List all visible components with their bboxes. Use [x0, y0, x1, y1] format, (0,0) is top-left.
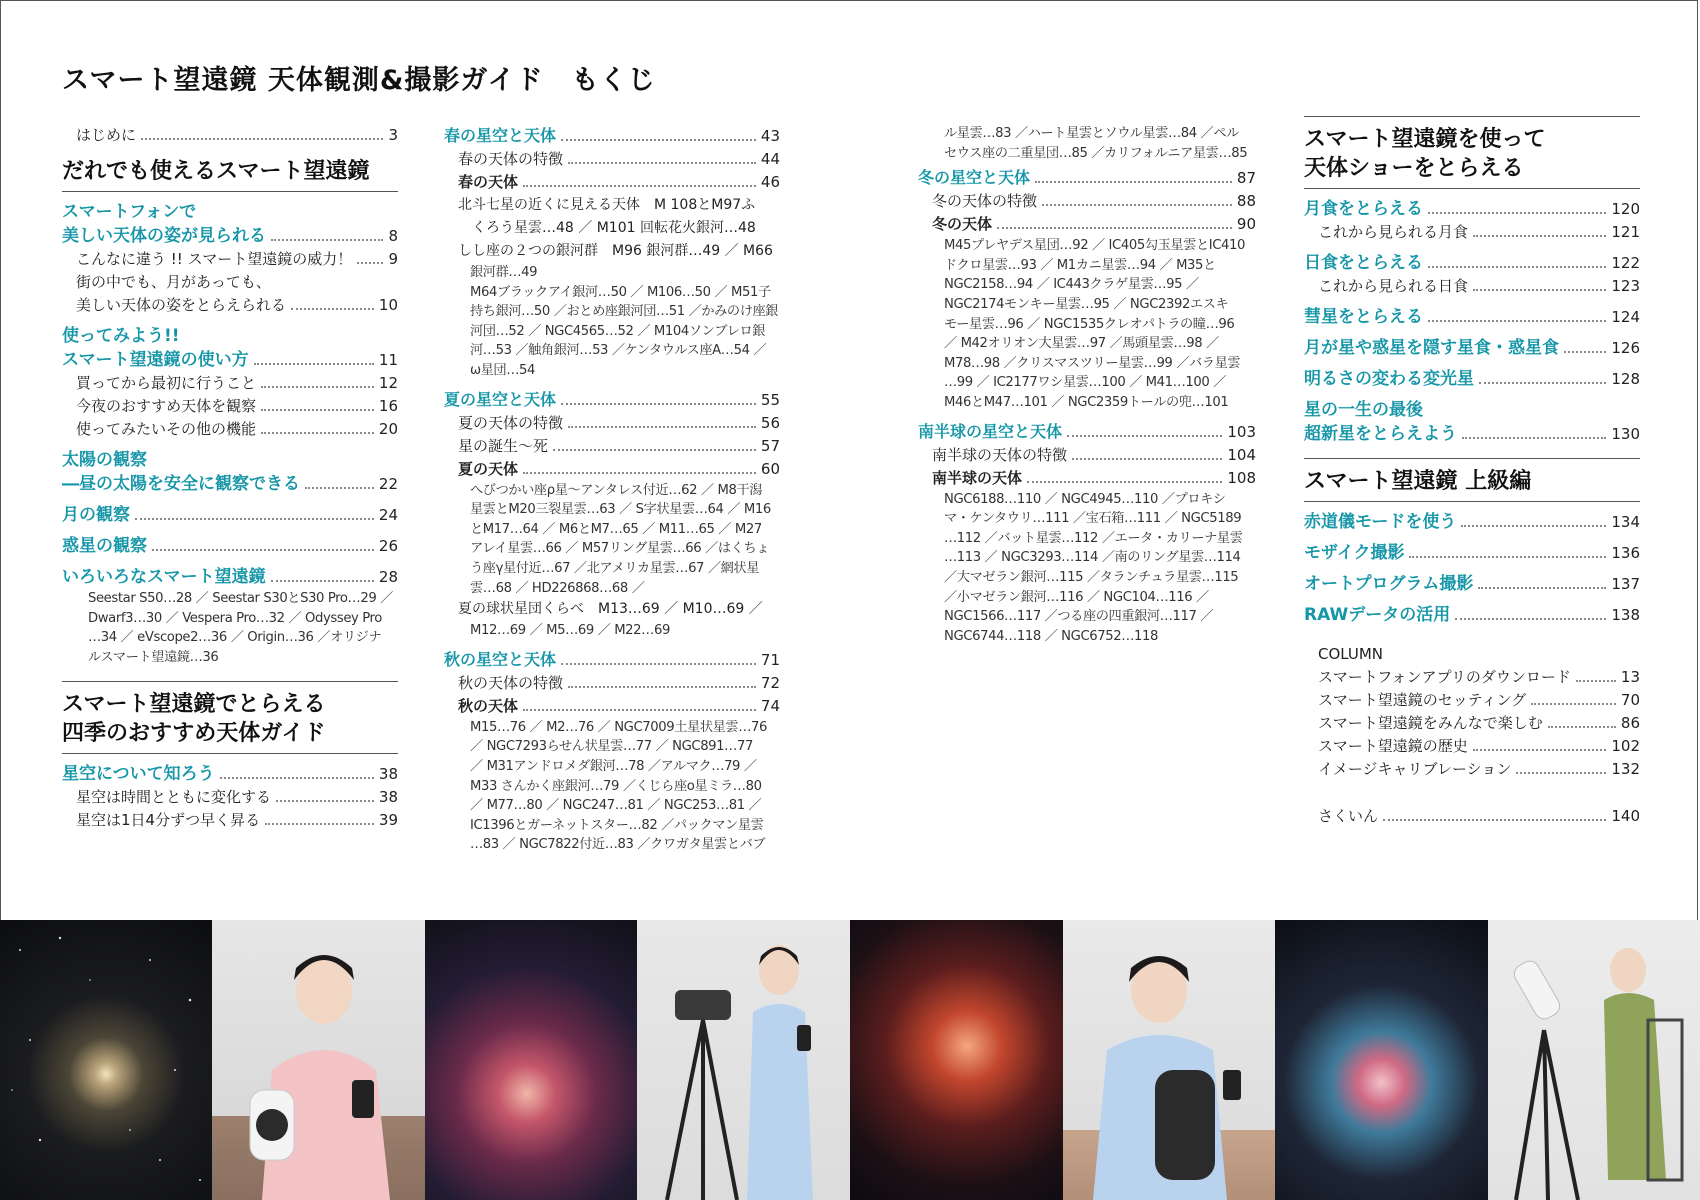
divider: [1304, 501, 1640, 502]
note-line: M15…76 ／ M2…76 ／ NGC7009土星状星雲…76: [470, 719, 767, 735]
toc-topic-lunar-eclipse[interactable]: 月食をとらえる 120: [1304, 199, 1640, 219]
photo-strip: [0, 920, 1700, 1200]
toc-topic-solar-eclipse[interactable]: 日食をとらえる 122: [1304, 253, 1640, 273]
note-line: ／ M31アンドロメダ銀河…78 ／アルマク…79 ／: [470, 758, 757, 774]
carina-nebula-image: [850, 920, 1063, 1200]
toc-topic-mosaic[interactable]: モザイク撮影 136: [1304, 543, 1640, 563]
note-line: Dwarf3…30 ／ Vespera Pro…32 ／ Odyssey Pro: [88, 610, 382, 626]
toc-column-1: [62, 124, 398, 832]
note-line: ω星団…54: [470, 362, 535, 378]
toc-topic-summer[interactable]: 夏の星空と天体 55: [444, 389, 780, 409]
toc-entry[interactable]: しし座の２つの銀河群 M96 銀河群…49 ／ M66: [458, 243, 773, 259]
section-heading-3-l2: 天体ショーをとらえる: [1304, 156, 1524, 181]
person-tripod-illustration: [637, 920, 850, 1200]
divider: [62, 681, 398, 682]
note-line: ／ M77…80 ／ NGC247…81 ／ NGC253…81 ／: [470, 798, 762, 814]
photo-woman-telescope: [1063, 920, 1275, 1200]
toc-topic-moon[interactable]: 月の観察 24: [62, 505, 398, 525]
toc-topic-smartphone-l1[interactable]: スマートフォンで: [62, 202, 197, 222]
person-telescope-illustration: [1063, 920, 1275, 1200]
toc-entry[interactable]: 今夜のおすすめ天体を観察 16: [76, 397, 398, 415]
note-line: ／ NGC7293らせん状星雲…77 ／ NGC891…77: [470, 739, 753, 755]
toc-entry[interactable]: 夏の天体の特徴 56: [458, 413, 780, 432]
note-line: う座γ星付近…67 ／北アメリカ星雲…67 ／網状星: [470, 560, 759, 576]
section-heading-4: スマート望遠鏡 上級編: [1304, 469, 1532, 494]
toc-topic-occultation[interactable]: 月が星や惑星を隠す星食・惑星食 126: [1304, 338, 1640, 358]
toc-topic-spring[interactable]: 春の星空と天体 43: [444, 126, 780, 145]
note-line: M78…98 ／クリスマスツリー星雲…99 ／バラ星雲: [944, 355, 1241, 371]
toc-entry[interactable]: 夏の球状星団くらべ M13…69 ／ M10…69 ／: [458, 601, 763, 618]
toc-entry[interactable]: 星空は1日4分ずつ早く昇る 39: [76, 811, 398, 830]
note-line: M64ブラックアイ銀河…50 ／ M106…50 ／ M51子: [470, 284, 771, 300]
toc-entry[interactable]: 春の天体の特徴 44: [458, 150, 780, 168]
toc-entry[interactable]: 北斗七星の近くに見える天体 M 108とM97ふ: [458, 197, 756, 213]
toc-entry[interactable]: 南半球の天体の特徴 104: [932, 445, 1256, 464]
toc-entry[interactable]: スマート望遠鏡のセッティング 70: [1318, 691, 1640, 709]
toc-topic-comet[interactable]: 彗星をとらえる 124: [1304, 307, 1640, 327]
toc-topic-howto[interactable]: スマート望遠鏡の使い方 11: [62, 350, 398, 370]
note-line: …112 ／バット星雲…112 ／エータ・カリーナ星雲: [944, 530, 1243, 546]
toc-entry[interactable]: イメージキャリブレーション 132: [1318, 760, 1640, 778]
note-line: IC1396とガーネットスター…82 ／パックマン星雲: [470, 817, 764, 833]
toc-entry-l1[interactable]: 街の中でも、月があっても、: [76, 273, 271, 291]
toc-entry[interactable]: 南半球の天体 108: [932, 468, 1256, 487]
divider: [1304, 188, 1640, 189]
toc-topic-winter[interactable]: 冬の星空と天体 87: [918, 168, 1256, 188]
toc-entry-cont: くろう星雲…48 ／ M101 回転花火銀河…48: [472, 220, 756, 236]
note-line: モー星雲…96 ／ NGC1535クレオパトラの瞳…96: [944, 316, 1235, 332]
note-line: …113 ／ NGC3293…114 ／南のリング星雲…114: [944, 550, 1241, 566]
divider: [1304, 116, 1640, 117]
note-line: Seestar S50…28 ／ Seestar S30とS30 Pro…29 ／: [88, 591, 393, 606]
toc-topic-planets[interactable]: 惑星の観察 26: [62, 536, 398, 556]
note-line: NGC2174モンキー星雲…95 ／ NGC2392エスキ: [944, 296, 1229, 312]
toc-entry[interactable]: 春の天体 46: [458, 173, 780, 191]
toc-topic-telescopes[interactable]: いろいろなスマート望遠鏡 28: [62, 567, 398, 587]
toc-column-4: [1304, 116, 1640, 828]
note-line: アレイ星雲…66 ／ M57リング星雲…66 ／はくちょ: [470, 541, 770, 557]
toc-entry[interactable]: 買ってから最初に行うこと 12: [76, 374, 398, 392]
toc-topic-howto-l1[interactable]: 使ってみよう!!: [62, 326, 180, 346]
section-heading-3-l1: スマート望遠鏡を使って: [1304, 127, 1546, 152]
toc-topic-autoprogram[interactable]: オートプログラム撮影 137: [1304, 574, 1640, 594]
toc-entry[interactable]: スマート望遠鏡の歴史 102: [1318, 737, 1640, 755]
section-heading-2-l1: スマート望遠鏡でとらえる: [62, 692, 326, 718]
note-line: ／ M42オリオン大星雲…97 ／馬頭星雲…98 ／: [944, 336, 1219, 352]
toc-entry-index[interactable]: さくいん 140: [1318, 807, 1640, 825]
globular-cluster-image: [0, 920, 212, 1200]
person-illustration: [212, 920, 425, 1200]
page-title: スマート望遠鏡 天体観測&撮影ガイド もくじ: [62, 65, 656, 96]
toc-column-2: [444, 124, 780, 855]
divider: [1304, 458, 1640, 459]
note-line: …83 ／ NGC7822付近…83 ／クワガタ星雲とバブ: [470, 837, 766, 853]
note-line: NGC6744…118 ／ NGC6752…118: [944, 628, 1158, 644]
toc-topic-southern[interactable]: 南半球の星空と天体 103: [918, 421, 1256, 441]
note-line: へびつかい座ρ星～アンタレス付近…62 ／ M8干潟: [470, 482, 763, 498]
note-line: …99 ／ IC2177ワシ星雲…100 ／ M41…100 ／: [944, 375, 1226, 391]
toc-entry-intro[interactable]: はじめに 3: [76, 126, 398, 144]
toc-entry[interactable]: 星空は時間とともに変化する 38: [76, 788, 398, 807]
person-seated-illustration: [1488, 920, 1700, 1200]
toc-entry[interactable]: 秋の天体 74: [458, 696, 780, 715]
note-line: NGC6188…110 ／ NGC4945…110 ／プロキシ: [944, 491, 1226, 507]
toc-topic-sun[interactable]: ―昼の太陽を安全に観察できる 22: [62, 474, 398, 494]
note-line: …34 ／ eVscope2…36 ／ Origin…36 ／オリジナ: [88, 630, 382, 646]
note-line: ルスマート望遠鏡…36: [88, 649, 219, 665]
toc-topic-sun-l1[interactable]: 太陽の観察: [62, 450, 147, 470]
toc-entry[interactable]: こんなに違う !! スマート望遠鏡の威力！ 9: [76, 250, 398, 268]
note-line: 河…53 ／触角銀河…53 ／ケンタウルス座A…54 ／: [470, 343, 767, 359]
toc-topic-equatorial[interactable]: 赤道儀モードを使う 134: [1304, 512, 1640, 532]
note-line: M12…69 ／ M5…69 ／ M22…69: [470, 623, 670, 639]
note-line: 星雲とM20三裂星雲…63 ／ S字状星雲…64 ／ M16: [470, 502, 771, 518]
note-line: NGC2158…94 ／ IC443クラゲ星雲…95 ／: [944, 277, 1199, 293]
toc-entry[interactable]: これから見られる日食 123: [1318, 277, 1640, 295]
toc-entry[interactable]: 冬の天体の特徴 88: [932, 192, 1256, 211]
column-label: COLUMN: [1318, 645, 1384, 663]
toc-entry[interactable]: 秋の天体の特徴 72: [458, 673, 780, 692]
note-line: ／小マゼラン銀河…116 ／ NGC104…116 ／: [944, 589, 1209, 605]
note-line: M45プレヤデス星団…92 ／ IC405勾玉星雲とIC410: [944, 238, 1246, 254]
note-line: ル星雲…83 ／ハート星雲とソウル星雲…84 ／ペル: [944, 126, 1239, 141]
note-line: とM17…64 ／ M6とM7…65 ／ M11…65 ／ M27: [470, 521, 762, 537]
toc-entry[interactable]: スマートフォンアプリのダウンロード 13: [1318, 668, 1640, 686]
toc-entry[interactable]: これから見られる月食 121: [1318, 223, 1640, 241]
lagoon-nebula-image: [425, 920, 637, 1200]
toc-entry[interactable]: 美しい天体の姿をとらえられる 10: [76, 296, 398, 314]
divider: [62, 191, 398, 192]
note-line: 銀河群…49: [470, 265, 538, 280]
note-line: ドクロ星雲…93 ／ M1カニ星雲…94 ／ M35と: [944, 257, 1216, 273]
section-heading-1: だれでも使えるスマート望遠鏡: [62, 159, 370, 184]
photo-woman-tripod: [637, 920, 850, 1200]
note-line: NGC1566…117 ／つる座の四重銀河…117 ／: [944, 609, 1214, 625]
photo-woman-seated: [1488, 920, 1700, 1200]
note-line: M46とM47…101 ／ NGC2359トールの兜…101: [944, 394, 1229, 410]
toc-entry[interactable]: スマート望遠鏡をみんなで楽しむ 86: [1318, 714, 1640, 732]
toc-topic-supernova-l1[interactable]: 星の一生の最後: [1304, 400, 1423, 420]
note-line: 雲…68 ／ HD226868…68 ／: [470, 580, 645, 596]
note-line: M33 さんかく座銀河…79 ／くじら座ο星ミラ…80: [470, 778, 762, 794]
toc-entry[interactable]: 夏の天体 60: [458, 459, 780, 478]
toc-topic-supernova[interactable]: 超新星をとらえよう 130: [1304, 424, 1640, 444]
toc-topic-sky[interactable]: 星空について知ろう 38: [62, 764, 398, 785]
toc-entry[interactable]: 冬の天体 90: [932, 215, 1256, 234]
divider: [62, 753, 398, 754]
note-line: ／大マゼラン銀河…115 ／タランチュラ星雲…115: [944, 569, 1239, 585]
toc-entry[interactable]: 星の誕生～死 57: [458, 436, 780, 455]
note-line: 持ち銀河…50 ／おとめ座銀河団…51 ／かみのけ座銀: [470, 304, 779, 320]
star-field: [0, 920, 212, 1200]
trifid-nebula-image: [1275, 920, 1488, 1200]
toc-topic-smartphone[interactable]: 美しい天体の姿が見られる 8: [62, 226, 398, 246]
toc-entry[interactable]: 使ってみたいその他の機能 20: [76, 420, 398, 438]
photo-woman-smartphone: [212, 920, 425, 1200]
toc-topic-autumn[interactable]: 秋の星空と天体 71: [444, 649, 780, 669]
toc-topic-raw[interactable]: RAWデータの活用 138: [1304, 605, 1640, 625]
toc-column-3: [918, 124, 1256, 646]
note-line: マ・ケンタウリ…111 ／宝石箱…111 ／ NGC5189: [944, 511, 1242, 527]
section-heading-2-l2: 四季のおすすめ天体ガイド: [62, 721, 326, 747]
note-line: セウス座の二重星団…85 ／カリフォルニア星雲…85: [944, 145, 1248, 161]
note-line: 河団…52 ／ NGC4565…52 ／ M104ソンブレロ銀: [470, 323, 766, 339]
toc-topic-variable-star[interactable]: 明るさの変わる変光星 128: [1304, 369, 1640, 389]
